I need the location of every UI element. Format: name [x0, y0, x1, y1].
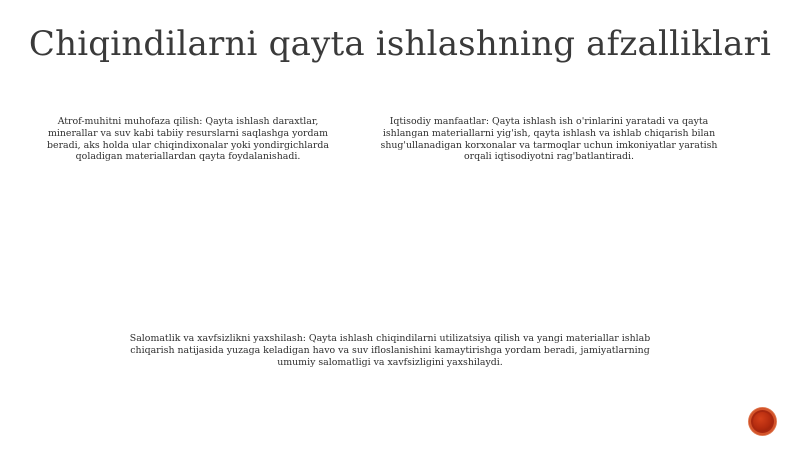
next-slide-button[interactable] — [749, 408, 776, 435]
slide-title: Chiqindilarni qayta ishlashning afzalliklari — [28, 24, 772, 64]
circle-icon — [753, 412, 772, 431]
paragraph-health: Salomatlik va xavfsizlikni yaxshilash: Qayta ishlash chiqindilarni utilizatsiya qilish va yangi materiallar ishlab chiqarish natijasida yuzaga keladigan havo va suv ifloslanishini kamaytirishga yordam beradi, jamiyatlarning umumiy salomatligi va xavfsizligini yaxshilaydi. — [129, 333, 651, 368]
paragraph-environment: Atrof-muhitni muhofaza qilish: Qayta ishlash daraxtlar, minerallar va suv kabi tabiiy resurslarni saqlashga yordam beradi, aks holda ular chiqindixonalar yoki yondirgichlarda qoladigan materiallardan qayta foydalanishadi. — [47, 116, 329, 163]
paragraph-economic: Iqtisodiy manfaatlar: Qayta ishlash ish o'rinlarini yaratadi va qayta ishlangan materiallarni yig'ish, qayta ishlash va ishlab chiqarish bilan shug'ullanadigan korxonalar va tarmoqlar uchun imkoniyatlar yaratish orqali iqtisodiyotni rag'batlantiradi. — [380, 116, 718, 163]
